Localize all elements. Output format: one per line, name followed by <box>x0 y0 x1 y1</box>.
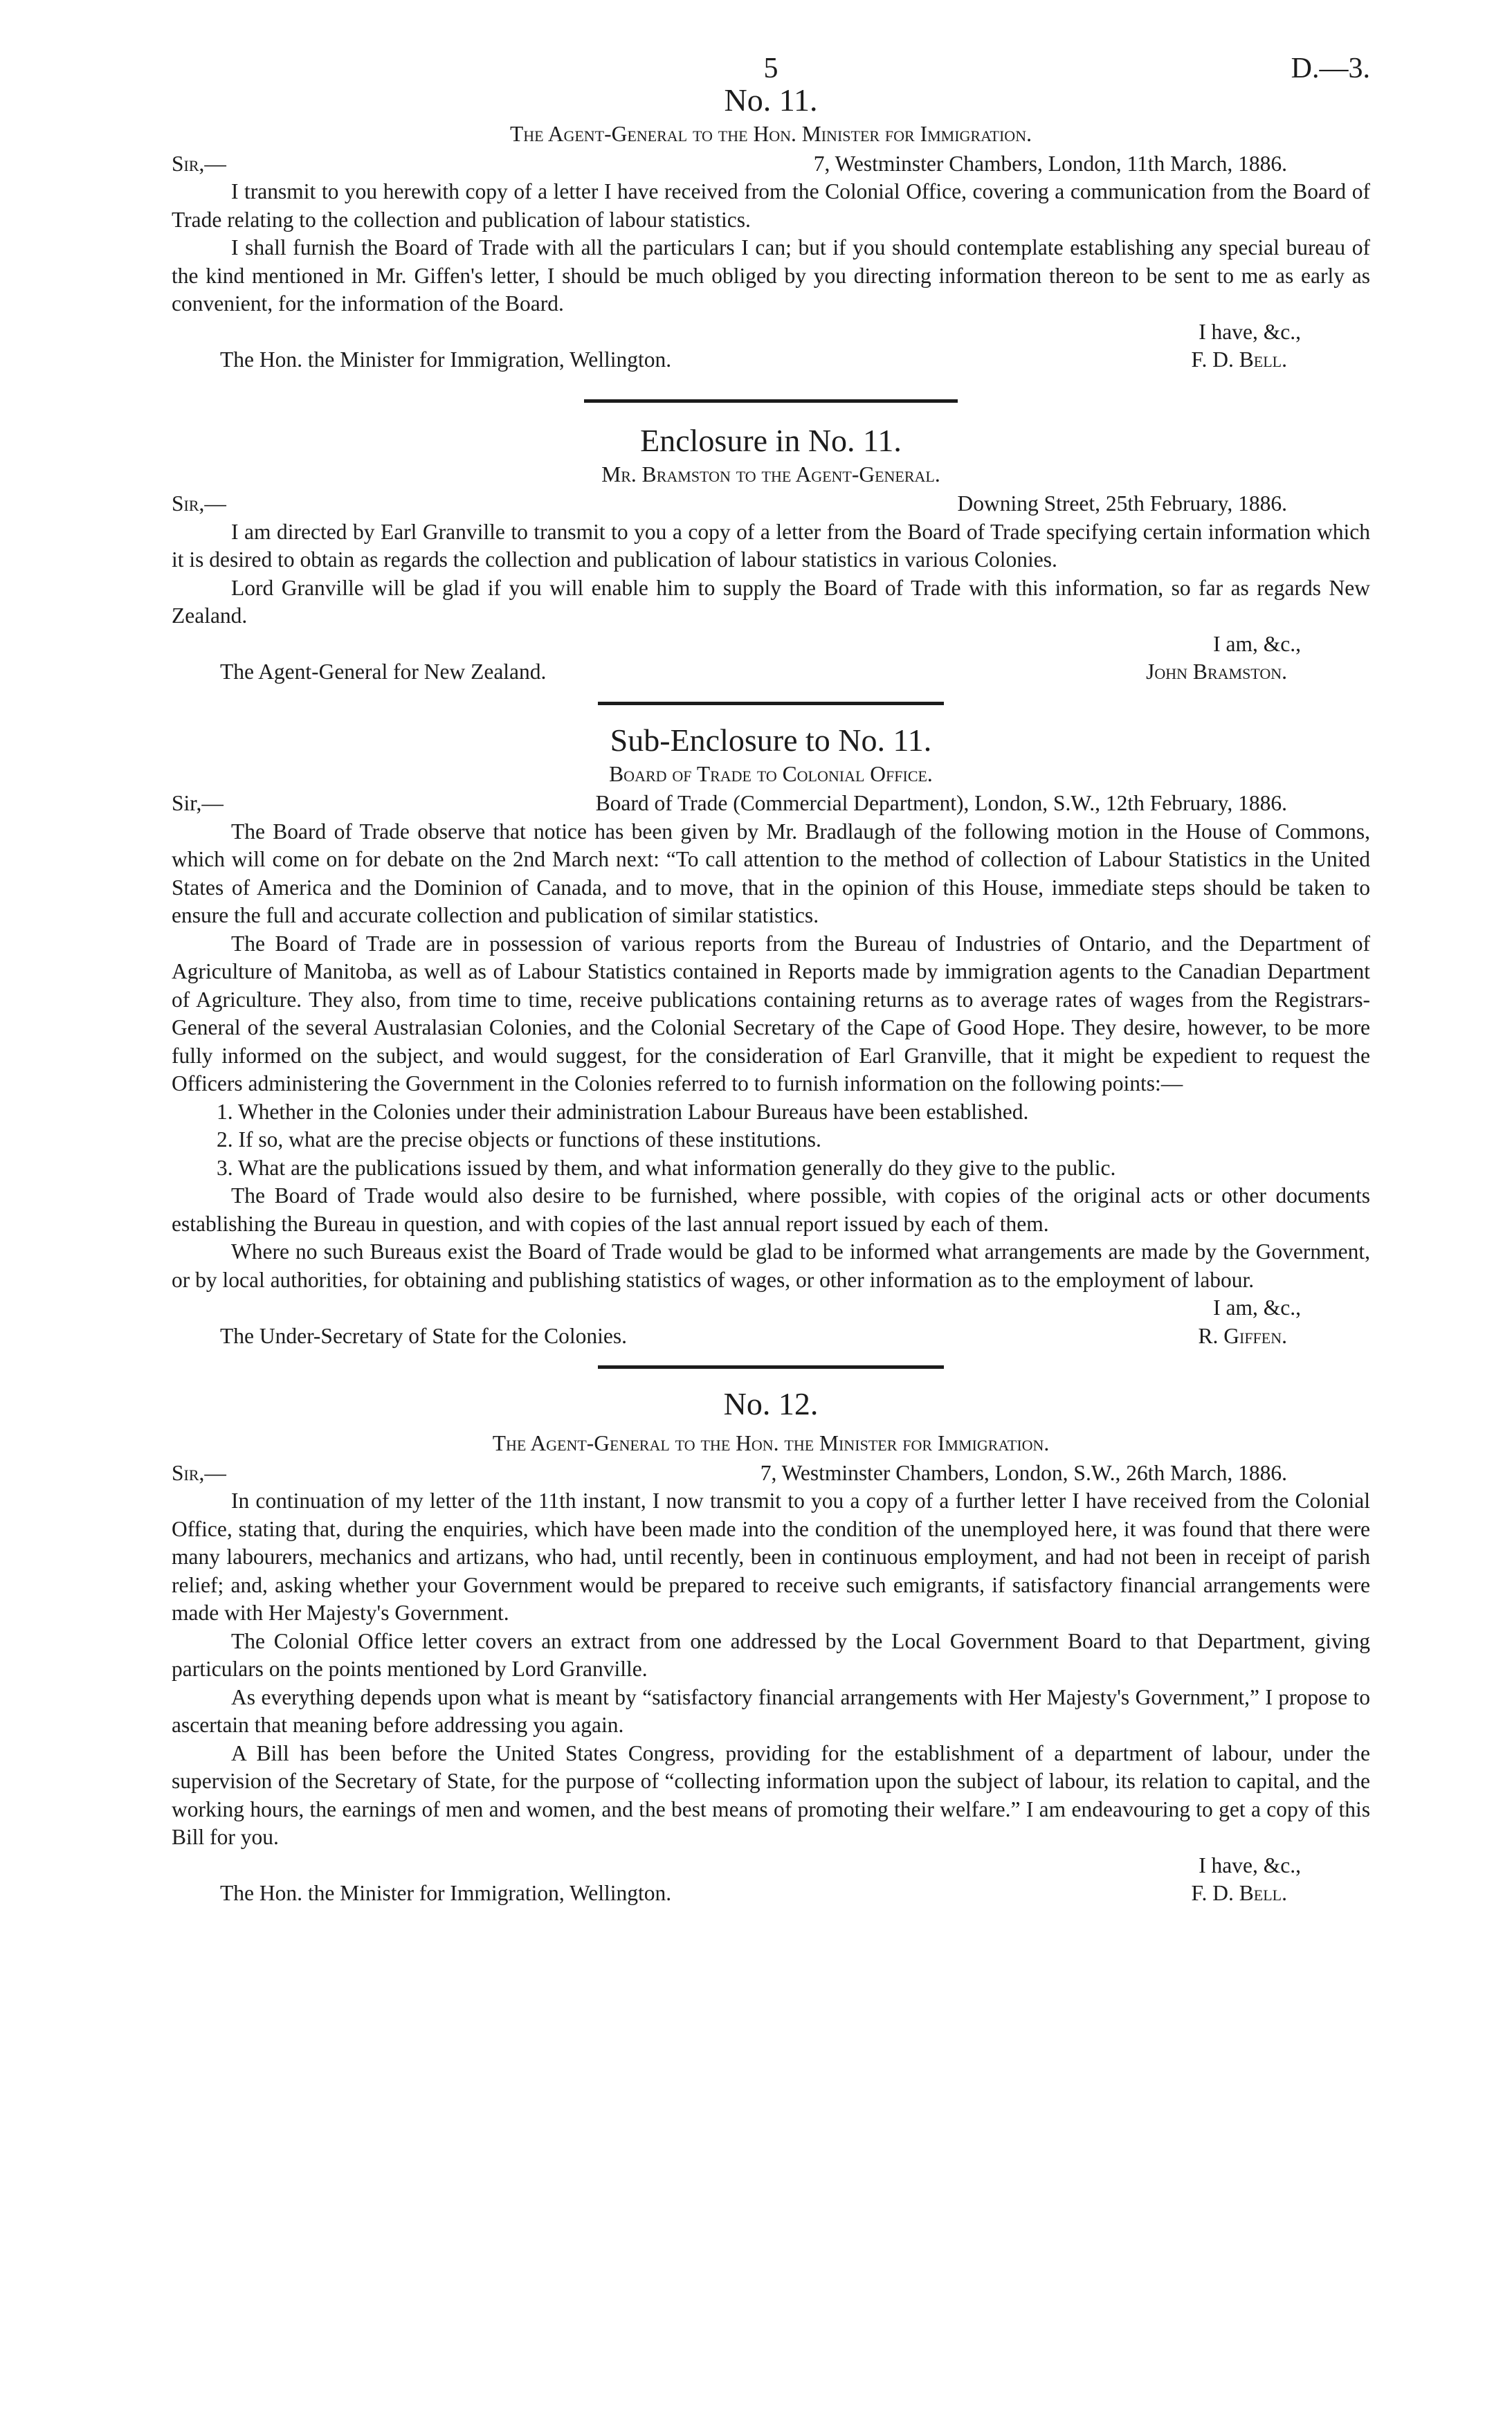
sub-enclosure-no-11 <box>172 720 1370 1351</box>
signature-line <box>172 1880 1370 1908</box>
recipient: The Under-Secretary of State for the Colonies. <box>220 1323 628 1348</box>
section-divider <box>598 702 944 705</box>
closing: I have, &c., <box>1199 1853 1301 1877</box>
recipient: The Hon. the Minister for Immigration, Wellington. <box>220 347 672 372</box>
salutation: Sir,— <box>172 791 224 815</box>
letter-address: Downing Street, 25th February, 1886. <box>957 491 1287 516</box>
letter-title: Enclosure in No. 11. <box>640 422 902 458</box>
list-item: 3. What are the publications issued by them, and what information generally do they give to the public. <box>217 1155 1116 1180</box>
salutation: Sir,— <box>172 151 226 176</box>
paragraph: The Board of Trade would also desire to be furnished, where possible, with copies of the original acts or other documents establishing the Bureau in question, and with copies of the last annual report issued by each of them. <box>172 1183 1370 1236</box>
paragraph: The Colonial Office letter covers an extract from one addressed by the Local Government Board to that Department, giving particulars on the points mentioned by Lord Granville. <box>172 1628 1370 1681</box>
section-divider <box>598 1365 944 1369</box>
letter-address: 7, Westminster Chambers, London, S.W., 26th March, 1886. <box>760 1460 1287 1485</box>
signature-line <box>172 346 1370 374</box>
signature-line <box>172 658 1370 686</box>
letter-from-to: The Agent-General to the Hon. Minister for Immigration. <box>510 122 1032 146</box>
list-item: 1. Whether in the Colonies under their administration Labour Bureaus have been established. <box>217 1099 1029 1124</box>
letter-from-to: The Agent-General to the Hon. the Minister for Immigration. <box>492 1431 1050 1455</box>
signature-line <box>172 1322 1370 1351</box>
page-header <box>172 48 1370 89</box>
section-divider <box>584 399 958 403</box>
letter-no-12 <box>172 1384 1370 1908</box>
letter-title: Sub-Enclosure to No. 11. <box>610 722 932 758</box>
salutation-line <box>172 790 1370 818</box>
letter-from-to: Mr. Bramston to the Agent-General. <box>601 462 940 486</box>
signature: F. D. Bell. <box>1191 347 1287 372</box>
enclosure-no-11 <box>172 421 1370 686</box>
closing: I have, &c., <box>1199 319 1301 344</box>
list-item: 2. If so, what are the precise objects or functions of these institutions. <box>217 1127 821 1152</box>
document-reference: D.—3. <box>1291 53 1370 84</box>
page-number: 5 <box>763 53 778 84</box>
paragraph: A Bill has been before the United States Congress, providing for the establishment of a department of labour, under the supervision of the Secretary of State, for the purpose of “collecting information upon the subject of labour, its relation to capital, and the working hours, the earnings of men and women, and the best means of promoting their welfare.” I am endeavouring to get a copy of this Bill for you. <box>172 1740 1370 1849</box>
signature: R. Giffen. <box>1198 1323 1287 1348</box>
salutation-line <box>172 490 1370 518</box>
salutation: Sir,— <box>172 491 226 516</box>
letter-address: 7, Westminster Chambers, London, 11th March, 1886. <box>813 151 1287 176</box>
paragraph: I shall furnish the Board of Trade with all the particulars I can; but if you should contemplate establishing any special bureau of the kind mentioned in Mr. Giffen's letter, I should be much obliged by you directing information thereon to be sent to me as early as convenient, for the information of the Board. <box>172 235 1370 316</box>
paragraph: The Board of Trade observe that notice has been given by Mr. Bradlaugh of the following motion in the House of Commons, which will come on for debate on the 2nd March next: “To call attention to the method of collection of Labour Statistics in the United States of America and the Dominion of Canada, and to move, that in the opinion of this House, immediate steps should be taken to ensure the full and accurate collection and publication of similar statistics. <box>172 819 1370 927</box>
paragraph: I am directed by Earl Granville to transmit to you a copy of a letter from the Board of Trade specifying certain information which it is desired to obtain as regards the collection and publication of labour statistics in various Colonies. <box>172 519 1370 572</box>
paragraph: I transmit to you herewith copy of a letter I have received from the Colonial Office, covering a communication from the Board of Trade relating to the collection and publication of labour statistics. <box>172 179 1370 232</box>
salutation: Sir,— <box>172 1460 226 1485</box>
letter-title: No. 11. <box>724 82 818 118</box>
paragraph: As everything depends upon what is meant by “satisfactory financial arrangements with Her Majesty's Government,” I propose to ascertain that meaning before addressing you again. <box>172 1684 1370 1737</box>
recipient: The Agent-General for New Zealand. <box>220 659 547 684</box>
signature: F. D. Bell. <box>1191 1881 1287 1905</box>
paragraph: In continuation of my letter of the 11th instant, I now transmit to you a copy of a further letter I have received from the Colonial Office, stating that, during the enquiries, which have been made into the condition of the unemployed here, it was found that there were many labourers, mechanics and artizans, who had, until recently, been in continuous employment, and had not been in receipt of parish relief; and, asking whether your Government would be prepared to receive such emigrants, if satisfactory financial arrangements were made with Her Majesty's Government. <box>172 1489 1370 1625</box>
signature: John Bramston. <box>1146 659 1287 684</box>
letter-title: No. 12. <box>723 1386 819 1421</box>
paragraph: Where no such Bureaus exist the Board of Trade would be glad to be informed what arrangements are made by the Government, or by local authorities, for obtaining and publishing statistics of wages, or other information as to the employment of labour. <box>172 1239 1370 1292</box>
closing: I am, &c., <box>1213 1295 1301 1320</box>
closing: I am, &c., <box>1213 631 1301 656</box>
letter-no-11 <box>172 80 1370 374</box>
letter-from-to: Board of Trade to Colonial Office. <box>609 761 933 786</box>
paragraph: The Board of Trade are in possession of various reports from the Bureau of Industries of Ontario, and the Department of Agriculture of Manitoba, as well as of Labour Statistics contained in Reports made by immigration agents to the Canadian Department of Agriculture. They also, from time to time, receive publications containing returns as to average rates of wages from the Registrars-General of the several Australasian Colonies, and the Colonial Secretary of the Cape of Good Hope. They desire, however, to be more fully informed on the subject, and would suggest, for the consideration of Earl Granville, that it might be expedient to request the Officers administering the Government in the Colonies referred to to furnish information on the following points:— <box>172 931 1370 1095</box>
salutation-line <box>172 150 1370 179</box>
recipient: The Hon. the Minister for Immigration, Wellington. <box>220 1881 672 1905</box>
salutation-line <box>172 1459 1370 1488</box>
letter-address: Board of Trade (Commercial Department), London, S.W., 12th February, 1886. <box>595 791 1287 815</box>
paragraph: Lord Granville will be glad if you will enable him to supply the Board of Trade with this information, so far as regards New Zealand. <box>172 575 1370 628</box>
